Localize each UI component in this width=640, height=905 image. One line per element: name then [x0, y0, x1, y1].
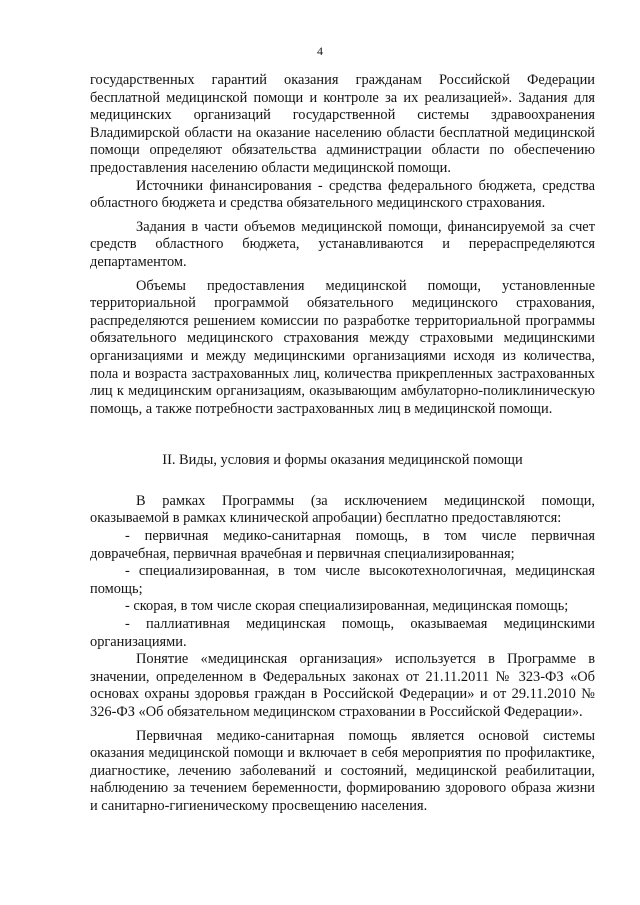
- list-item: - паллиативная медицинская помощь, оказываемая медицинскими организациями.: [90, 616, 595, 650]
- paragraph: Источники финансирования - средства федерального бюджета, средства областного бюджета и средства обязательного медицинского страхования.: [90, 177, 595, 212]
- list-item: - специализированная, в том числе высокотехнологичная, медицинская помощь;: [90, 563, 595, 597]
- paragraph: Первичная медико-санитарная помощь является основой системы оказания медицинской помощи и включает в себя мероприятия по профилактике, диагностике, лечению заболеваний и состояний, медицинской реабилитации, наблюдению за течением беременности, формированию здорового образа жизни и санитарно-гигиеническому просвещению населения.: [90, 727, 595, 814]
- paragraph: В рамках Программы (за исключением медицинской помощи, оказываемой в рамках клинической апробации) бесплатно предоставляются:: [90, 492, 595, 527]
- section-heading: II. Виды, условия и формы оказания медицинской помощи: [162, 452, 523, 469]
- document-body: [90, 72, 595, 816]
- list-item: - первичная медико-санитарная помощь, в том числе первичная доврачебная, первичная врачебная и первичная специализированная;: [90, 528, 595, 562]
- paragraph: Понятие «медицинская организация» используется в Программе в значении, определенном в Федеральных законах от 21.11.2011 № 323-ФЗ «Об основах охраны здоровья граждан в Российской Федерации» и от 29.11.2010 № 326-ФЗ «Об обязательном медицинском страховании в Российской Федерации».: [90, 651, 595, 720]
- paragraph: Объемы предоставления медицинской помощи, установленные территориальной программой обязательного медицинского страхования, распределяются решением комиссии по разработке территориальной программы обязательного медицинского страхования между страховыми медицинскими организациями и между медицинскими организациями исходя из количества, пола и возраста застрахованных лиц, количества прикрепленных застрахованных лиц к медицинским организациям, оказывающим амбулаторно-поликлиническую помощь, а также потребности застрахованных лиц в медицинской помощи.: [90, 277, 595, 417]
- list-item: - скорая, в том числе скорая специализированная, медицинская помощь;: [125, 598, 569, 615]
- page-number: 4: [317, 44, 323, 58]
- paragraph: Задания в части объемов медицинской помощи, финансируемой за счет средств областного бюджета, устанавливаются и перераспределяются департаментом.: [90, 218, 595, 270]
- paragraph: государственных гарантий оказания гражданам Российской Федерации бесплатной медицинской помощи и контроле за их реализацией». Задания для медицинских организаций государственной системы здравоохранения Владимирской области на оказание населению области бесплатной медицинской помощи определяют обязательства администрации области по обеспечению предоставления населению области медицинской помощи.: [90, 72, 595, 176]
